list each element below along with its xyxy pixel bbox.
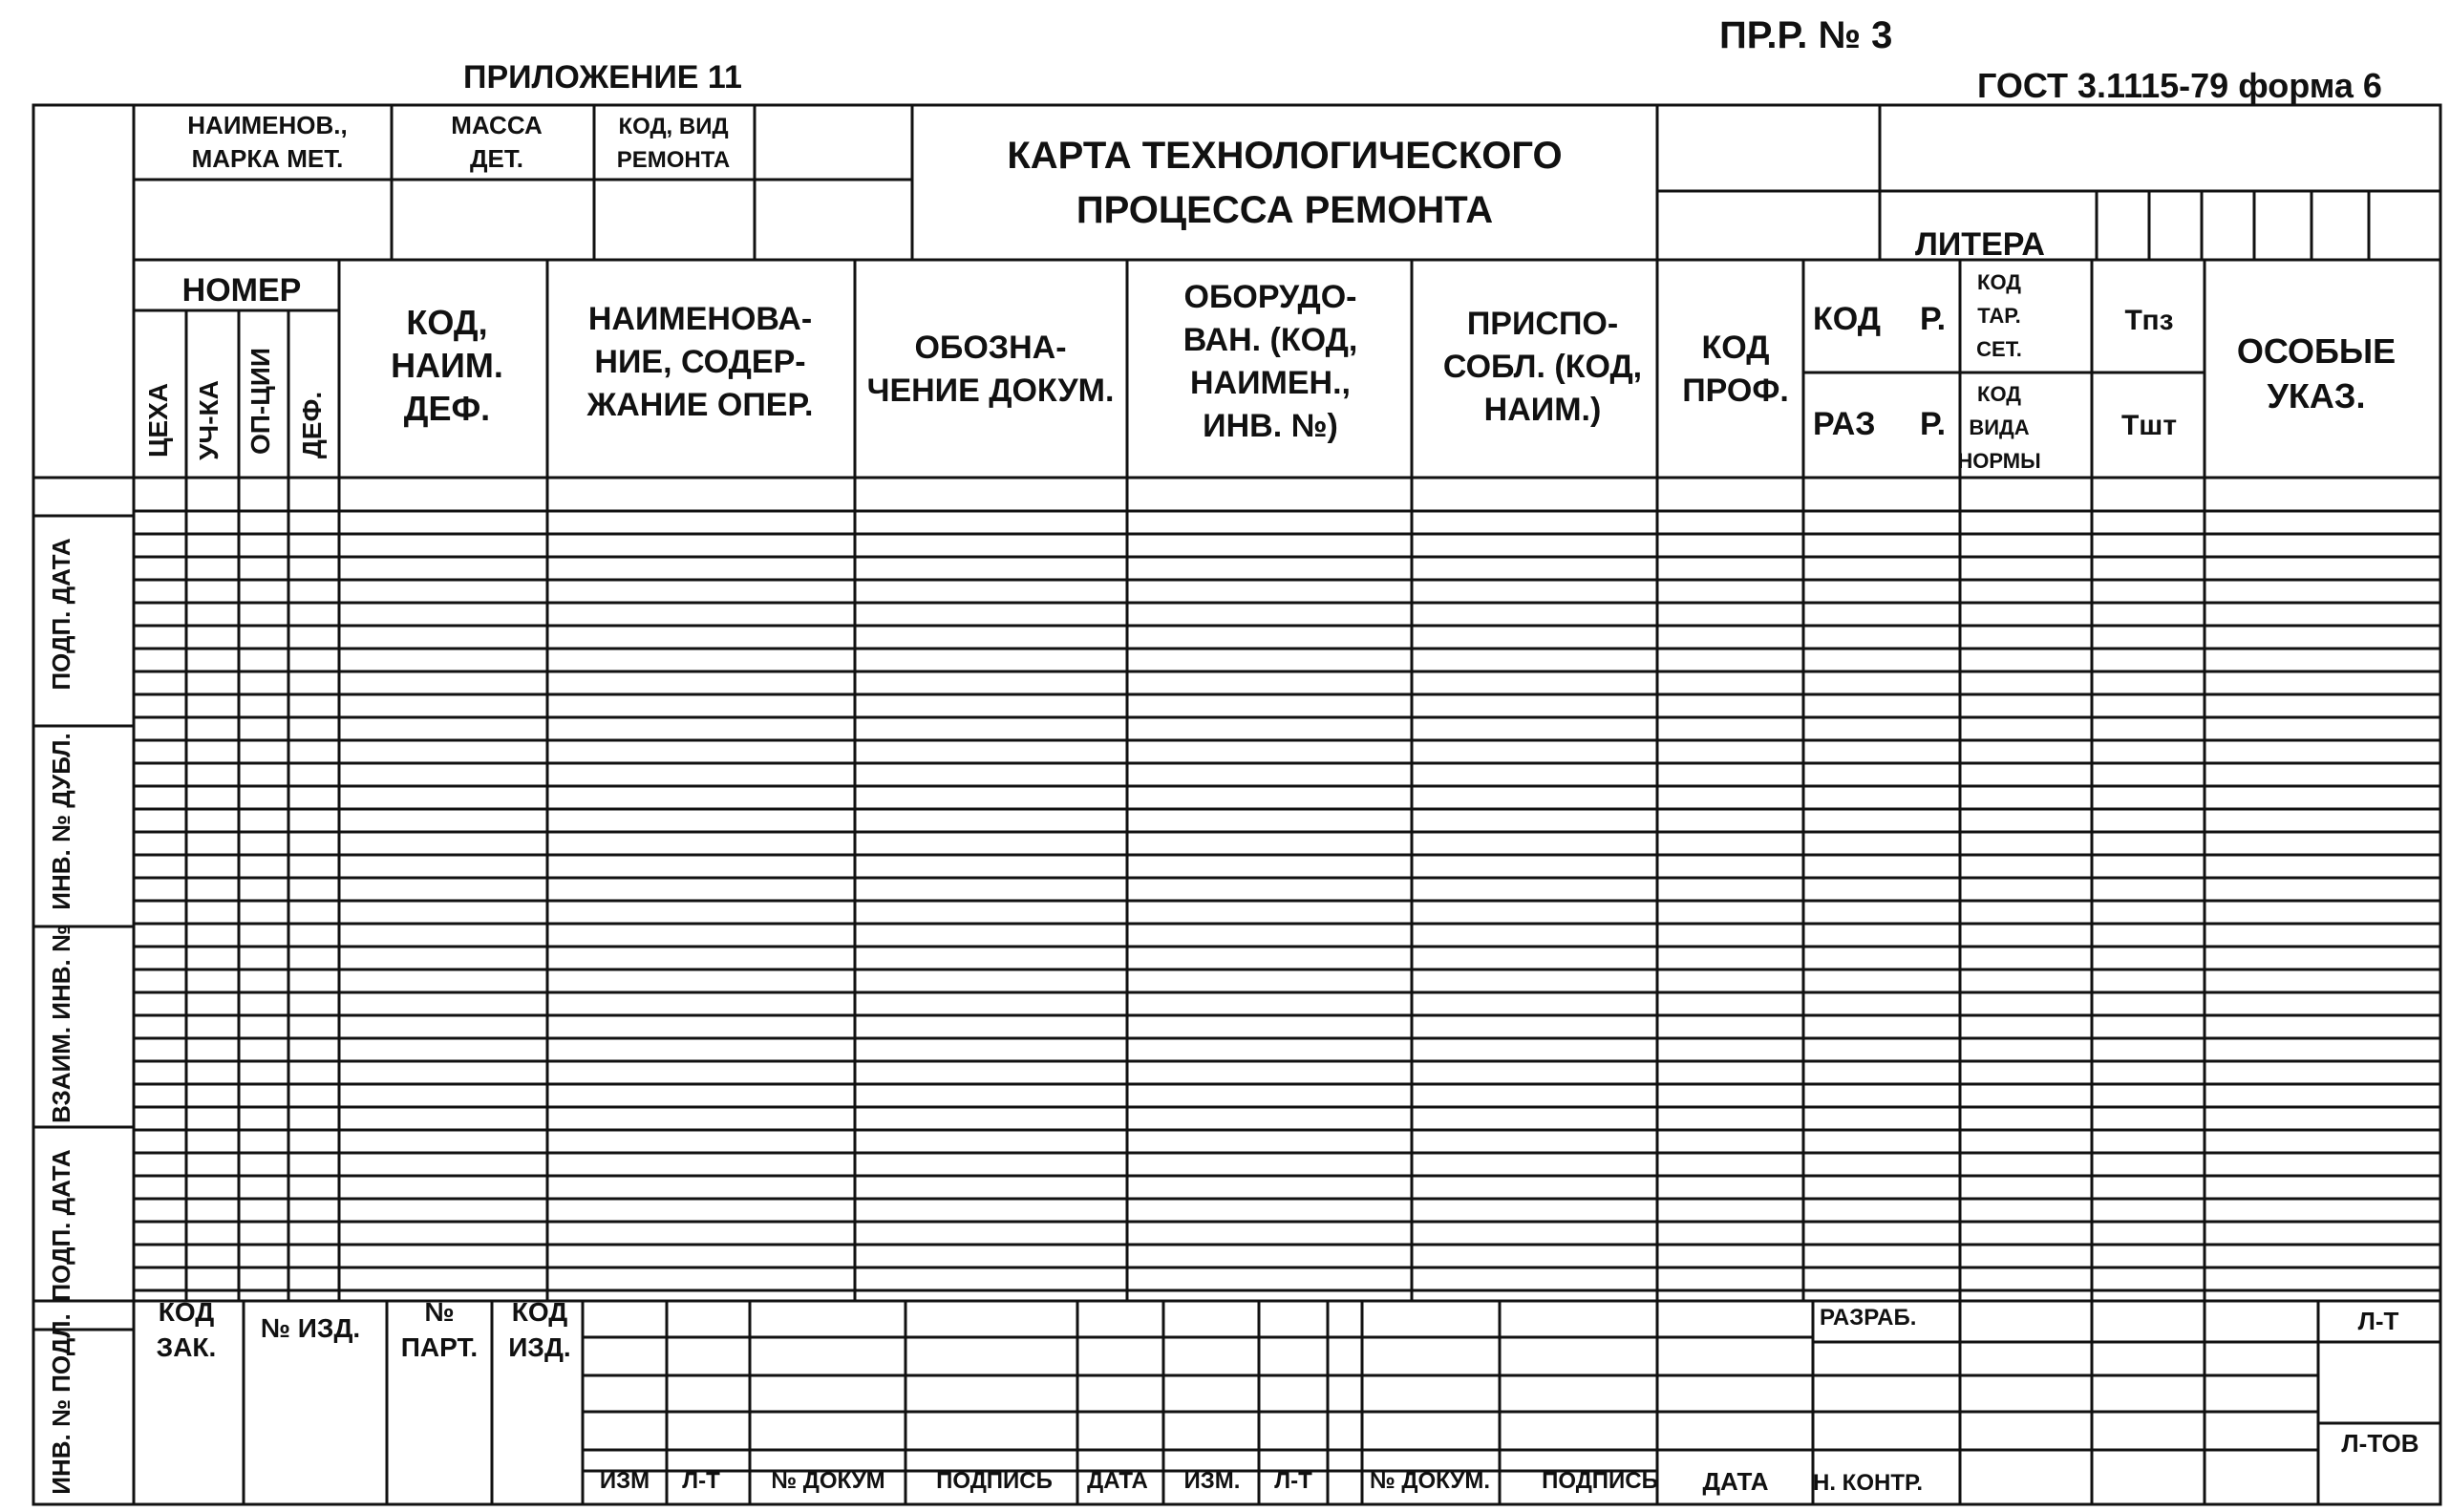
tariff-code-header-line3: СЕТ. [1976,337,2022,361]
document-designation-header-line2: ЧЕНИЕ ДОКУМ. [866,373,1115,409]
optsii-header: ОП-ЦИИ [245,348,275,455]
kod-header: КОД [1813,301,1881,337]
fixture-header-line3: НАИМ.) [1483,392,1602,428]
sheet-label-2: Л-Т [1274,1468,1312,1494]
side-dup-inventory-label: ИНВ. № ДУБЛ. [47,733,75,910]
defect-code-header-line3: ДЕФ. [403,389,491,428]
revision-label: ИЗМ [599,1468,650,1494]
material-label-line2: МАРКА МЕТ. [191,144,344,173]
repair-code-label-line1: КОД, ВИД [618,114,729,139]
side-original-inventory-label: ИНВ. № ПОДЛ. [47,1313,75,1495]
sheet-label: Л-Т [682,1468,720,1494]
litera-label: ЛИТЕРА [1915,226,2045,263]
signature-label-2: ПОДПИСЬ [1542,1468,1658,1494]
operation-header-line2: НИЕ, СОДЕР- [594,344,806,380]
order-code-label-line1: КОД [158,1297,215,1327]
form-title-line1: КАРТА ТЕХНОЛОГИЧЕСКОГО [1007,135,1563,177]
equipment-header-line2: ВАН. (КОД, [1182,322,1358,358]
form-title-line2: ПРОЦЕССА РЕМОНТА [1076,189,1494,231]
special-notes-header-line2: УКАЗ. [2267,376,2366,415]
signature-label: ПОДПИСЬ [936,1468,1053,1494]
tsht-header: Тшт [2120,410,2178,441]
norm-type-code-header-line1: КОД [1977,382,2021,406]
product-number-label: № ИЗД. [260,1313,361,1343]
side-interchange-inventory-label: ВЗАИМ. ИНВ. № [47,925,75,1123]
product-code-label-line1: КОД [511,1297,568,1327]
sheet-number-label: Л-Т [2357,1307,2399,1335]
operation-header-line3: ЖАНИЕ ОПЕР. [586,387,814,423]
r-header-top: Р. [1920,301,1947,337]
repair-code-label-line2: РЕМОНТА [616,147,731,173]
norm-type-code-header-line2: ВИДА [1969,415,2030,439]
batch-number-label-line1: № [424,1297,455,1327]
raz-header: РАЗ [1813,406,1876,442]
side-sign-date-label-1: ПОДП. ДАТА [47,538,75,691]
operation-header-line1: НАИМЕНОВА- [587,301,813,337]
date-label-2: ДАТА [1702,1467,1769,1496]
defect-code-header-line1: КОД, [406,303,488,342]
profession-code-header-line1: КОД [1701,330,1770,366]
fixture-header-line2: СОБЛ. (КОД, [1442,349,1643,385]
document-reference: ПР.Р. № 3 [1719,14,1893,56]
norm-control-label: Н. КОНТР. [1813,1470,1924,1496]
mass-label-line2: ДЕТ. [469,144,524,173]
equipment-header-line4: ИНВ. №) [1203,408,1338,444]
defect-code-header-line2: НАИМ. [391,346,503,385]
tpz-header: Тпз [2124,305,2174,336]
special-notes-header-line1: ОСОБЫЕ [2236,331,2397,371]
batch-number-label-line2: ПАРТ. [400,1332,479,1362]
product-code-label-line2: ИЗД. [508,1332,571,1362]
document-designation-header-line1: ОБОЗНА- [914,330,1067,366]
revision-label-2: ИЗМ. [1183,1468,1241,1494]
norm-type-code-header-line3: НОРМЫ [1957,449,2041,473]
appendix-caption: ПРИЛОЖЕНИЕ 11 [463,59,742,96]
date-label: ДАТА [1087,1468,1148,1494]
order-code-label-line2: ЗАК. [156,1332,217,1362]
tseha-header: ЦЕХА [143,382,173,458]
document-number-label-2: № ДОКУМ. [1369,1468,1491,1494]
uchka-header: УЧ-КА [194,380,224,460]
sheets-total-label: Л-ТОВ [2341,1429,2419,1458]
document-number-label: № ДОКУМ [771,1468,885,1494]
material-label-line1: НАИМЕНОВ., [187,111,348,139]
def-header: ДЕФ. [297,391,327,459]
gost-reference: ГОСТ 3.1115-79 форма 6 [1977,66,2382,105]
equipment-header-line1: ОБОРУДО- [1183,279,1357,315]
tariff-code-header-line2: ТАР. [1977,304,2021,328]
developed-by-label: РАЗРАБ. [1820,1305,1917,1331]
tariff-code-header-line1: КОД [1977,270,2021,294]
side-sign-date-label-2: ПОДП. ДАТА [47,1149,75,1302]
nomer-header: НОМЕР [181,272,302,309]
equipment-header-line3: НАИМЕН., [1190,365,1351,401]
profession-code-header-line2: ПРОФ. [1682,373,1789,409]
fixture-header-line1: ПРИСПО- [1466,306,1619,342]
r-header-bottom: Р. [1920,406,1947,442]
mass-label-line1: МАССА [451,111,543,139]
